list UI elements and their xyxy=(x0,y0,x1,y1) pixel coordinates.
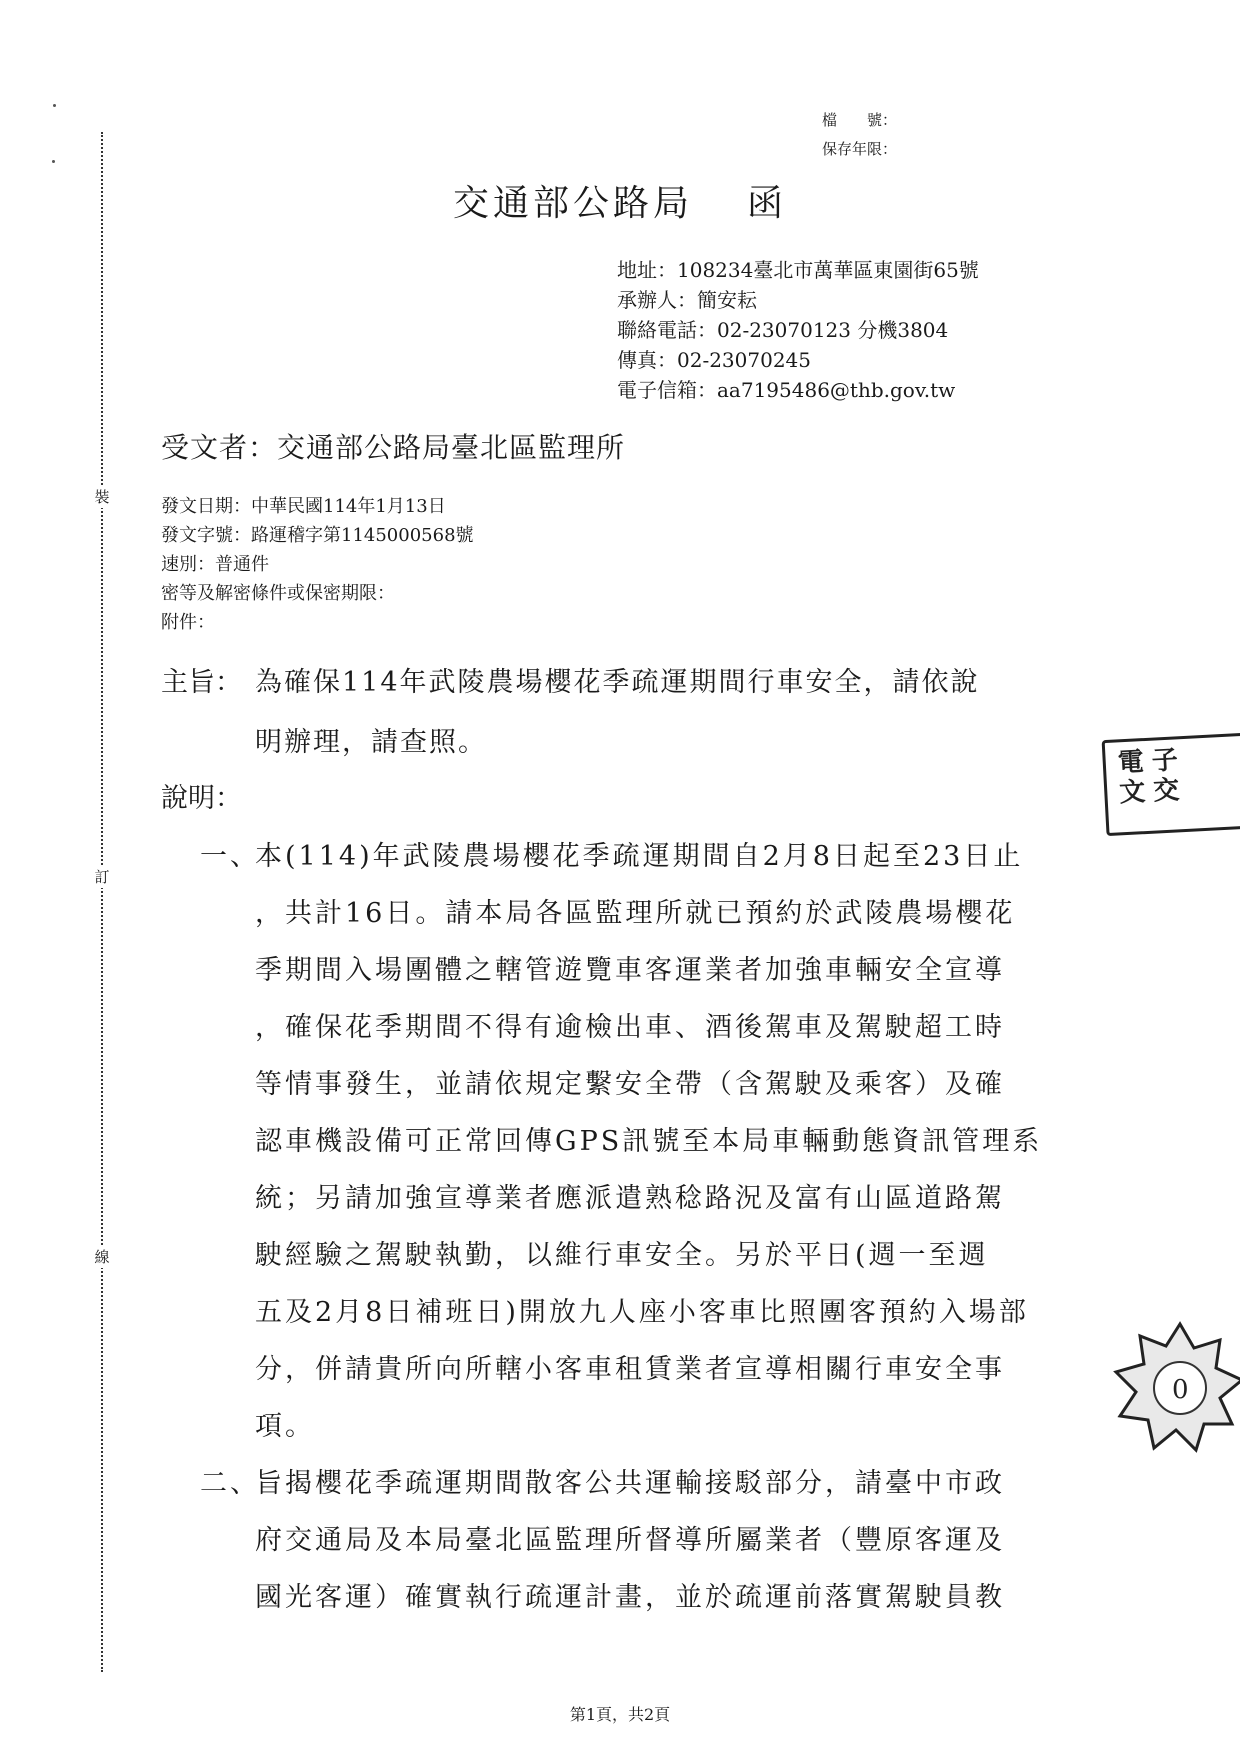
binding-line xyxy=(101,132,103,1672)
scan-speck xyxy=(53,104,56,107)
contact-phone: 聯絡電話：02-23070123 分機3804 xyxy=(617,318,949,342)
paragraph-line: ，共計16日。請本局各區監理所就已預約於武陵農場櫻花 xyxy=(255,898,1016,929)
stamp-char: 交 xyxy=(1152,775,1181,807)
attachment: 附件： xyxy=(161,612,215,633)
document-type: 函 xyxy=(747,183,788,224)
document-title xyxy=(0,175,1240,226)
contact-fax: 傳真：02-23070245 xyxy=(617,348,812,372)
paragraph-line: ，確保花季期間不得有逾檢出車、酒後駕車及駕駛超工時 xyxy=(255,1012,1005,1043)
paragraph-line: 五及2月8日補班日)開放九人座小客車比照團客預約入場部 xyxy=(255,1297,1029,1328)
paragraph-line: 本(114)年武陵農場櫻花季疏運期間自2月8日起至23日止 xyxy=(255,841,1024,872)
agency-name: 交通部公路局 xyxy=(452,183,693,224)
paragraph-line: 認車機設備可正常回傳GPS訊號至本局車輛動態資訊管理系 xyxy=(255,1126,1043,1157)
contact-block xyxy=(617,255,979,405)
archive-info xyxy=(822,106,897,164)
page-footer: 第1頁，共2頁 xyxy=(569,1705,671,1724)
issue-date: 發文日期：中華民國114年1月13日 xyxy=(161,496,446,517)
paragraph-line: 旨揭櫻花季疏運期間散客公共運輸接駁部分，請臺中市政 xyxy=(255,1468,1005,1499)
seal-text: 0 xyxy=(1172,1375,1189,1405)
recipient-line: 受文者：交通部公路局臺北區監理所 xyxy=(161,431,626,464)
paragraph-line: 等情事發生，並請依規定繫安全帶（含駕駛及乘客）及確 xyxy=(255,1069,1005,1100)
paragraph-line: 駛經驗之駕駛執勤，以維行車安全。另於平日(週一至週 xyxy=(255,1240,989,1271)
subject-label: 主旨： xyxy=(161,667,242,698)
retention-period-label: 保存年限： xyxy=(822,140,898,158)
contact-handler: 承辦人：簡安耘 xyxy=(617,288,757,312)
contact-address: 地址：108234臺北市萬華區東園街65號 xyxy=(617,258,979,282)
explanation-label: 說明： xyxy=(161,783,242,814)
electronic-doc-stamp xyxy=(1102,732,1240,836)
stamp-char: 文 xyxy=(1118,777,1147,809)
issue-number: 發文字號：路運稽字第1145000568號 xyxy=(161,525,474,546)
binding-mark-top: 裝 xyxy=(91,486,113,508)
seal-stamp-icon xyxy=(1110,1318,1240,1458)
issue-meta xyxy=(161,492,474,637)
binding-mark-bottom: 線 xyxy=(91,1246,113,1268)
contact-email: 電子信箱：aa7195486@thb.gov.tw xyxy=(617,378,956,402)
binding-mark-middle: 訂 xyxy=(91,866,113,888)
priority: 速別：普通件 xyxy=(161,554,269,575)
paragraph-line: 季期間入場團體之轄管遊覽車客運業者加強車輛安全宣導 xyxy=(255,955,1005,986)
paragraph-line: 國光客運）確實執行疏運計畫，並於疏運前落實駕駛員教 xyxy=(255,1582,1005,1613)
subject-line: 為確保114年武陵農場櫻花季疏運期間行車安全，請依說 xyxy=(255,667,980,698)
scan-speck xyxy=(52,160,55,163)
secrecy: 密等及解密條件或保密期限： xyxy=(161,583,395,604)
paragraph-line: 統；另請加強宣導業者應派遣熟稔路況及富有山區道路駕 xyxy=(255,1183,1005,1214)
stamp-char: 電 xyxy=(1117,747,1145,779)
item-marker: 二、 xyxy=(200,1468,260,1499)
paragraph-line: 項。 xyxy=(255,1411,315,1442)
file-number-label: 檔 號： xyxy=(822,111,898,129)
stamp-char: 子 xyxy=(1150,745,1179,777)
subject-line: 明辦理，請查照。 xyxy=(255,727,487,758)
item-marker: 一、 xyxy=(200,841,260,872)
paragraph-line: 分，併請貴所向所轄小客車租賃業者宣導相關行車安全事 xyxy=(255,1354,1005,1385)
paragraph-line: 府交通局及本局臺北區監理所督導所屬業者（豐原客運及 xyxy=(255,1525,1005,1556)
